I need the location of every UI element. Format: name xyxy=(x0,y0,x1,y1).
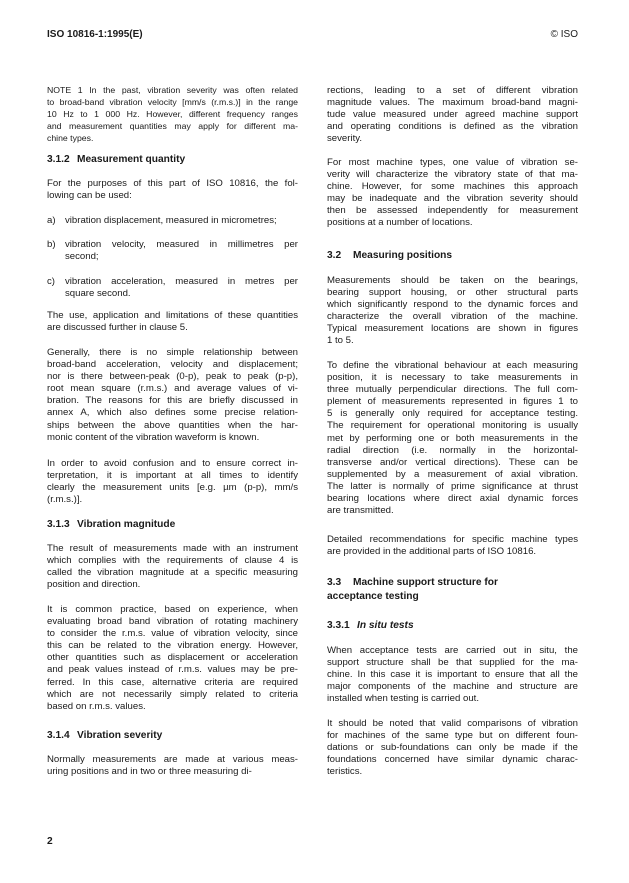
text-line: In order to avoid confusion and to ensure correct in- xyxy=(47,458,298,469)
section-number: 3.2 xyxy=(327,250,342,261)
text-line: which significantly respond to the dynamic forces and xyxy=(327,299,578,311)
text-line: 1 to 5. xyxy=(327,335,354,347)
text-line: ships between the above quantities when the har- xyxy=(47,419,298,431)
text-line: vibration velocity, measured in millimetres per xyxy=(65,239,298,250)
text-line: Typical measurement locations are shown in figures xyxy=(327,323,578,335)
paragraph xyxy=(47,347,298,444)
text-line: which complies with the requirements of clause 4 is xyxy=(47,555,298,567)
copyright-notice: © ISO xyxy=(550,29,578,40)
text-line: second; xyxy=(65,251,99,263)
text-line: For the purposes of this part of ISO 10816, the fol- xyxy=(47,178,298,189)
text-line: vibration displacement, measured in micrometres; xyxy=(65,215,277,226)
text-line: NOTE 1 In the past, vibration severity was often related xyxy=(47,85,298,95)
note-1 xyxy=(47,84,298,144)
text-line: met by performing one or both measurements in the xyxy=(327,432,578,444)
text-line: Detailed recommendations for specific machine types xyxy=(327,534,578,545)
text-line: then be assessed independently for measurement xyxy=(327,205,578,217)
heading-3-1-2 xyxy=(47,153,298,167)
list-item-a xyxy=(47,215,298,227)
text-line: installed when testing is carried out. xyxy=(327,693,479,705)
paragraph xyxy=(327,360,578,517)
text-line: lowing can be used: xyxy=(47,190,132,202)
section-title: Measurement quantity xyxy=(77,154,186,165)
paragraph xyxy=(327,85,578,145)
text-line: chine types. xyxy=(47,133,94,143)
text-line: monic content of the vibration waveform is known. xyxy=(47,431,260,443)
text-line: position, it is necessary to take measurements in xyxy=(327,372,578,384)
page-number: 2 xyxy=(47,836,53,847)
text-line: chine. In this case it is important to ensure that all the xyxy=(327,669,578,681)
section-title: In situ tests xyxy=(357,620,414,631)
text-line: characterize the overall vibration of the machine. xyxy=(327,311,578,323)
text-line: evaluating broad band vibration of rotating machinery xyxy=(47,616,298,628)
list-item-c xyxy=(47,276,298,300)
paragraph xyxy=(327,645,578,705)
section-number: 3.1.3 xyxy=(47,519,70,530)
text-line: and measurement quantities may apply for different ma- xyxy=(47,121,298,131)
text-line: plement of measurements represented in figures 1 to xyxy=(327,396,578,408)
text-line: verity will characterize the vibratory state of that ma- xyxy=(327,169,578,181)
section-number: 3.3.1 xyxy=(327,620,350,631)
text-line: called the vibration magnitude at a specific measuring xyxy=(47,567,298,579)
document-id: ISO 10816-1:1995(E) xyxy=(47,29,143,40)
paragraph xyxy=(47,458,298,506)
text-line: are provided in the additional parts of ISO 10816. xyxy=(327,546,537,558)
text-line: root mean square (r.m.s.) and average values of vi- xyxy=(47,383,298,395)
text-line: to broad-band vibration velocity [mm/s (r.m.s.)] in the range xyxy=(47,97,298,107)
section-number: 3.3 xyxy=(327,577,342,588)
paragraph xyxy=(47,178,298,202)
text-line: support structure shall be that supplied for the ma- xyxy=(327,657,578,669)
text-line: The use, application and limitations of these quantities xyxy=(47,310,298,321)
heading-3-1-4 xyxy=(47,729,298,743)
list-label: a) xyxy=(47,215,56,226)
paragraph xyxy=(327,157,578,230)
text-line: positions at a number of locations. xyxy=(327,217,473,229)
text-line: broad-band acceleration, velocity and displacement; xyxy=(47,359,298,371)
section-number: 3.1.2 xyxy=(47,154,70,165)
text-line: vibration acceleration, measured in metres per xyxy=(65,276,298,287)
list-label: b) xyxy=(47,239,56,250)
text-line: Measurements should be taken on the bearings, xyxy=(327,275,578,286)
section-title: Measuring positions xyxy=(353,250,453,261)
text-line: annex A, which also defines some precise relation- xyxy=(47,407,298,419)
paragraph xyxy=(327,718,578,778)
text-line: foundations concerned have similar dynamic charac- xyxy=(327,754,578,766)
paragraph xyxy=(327,534,578,558)
text-line: based on r.m.s. values. xyxy=(47,700,146,712)
section-title-cont: acceptance testing xyxy=(327,591,419,602)
text-line: severity. xyxy=(327,133,363,145)
text-line: tude value measured under agreed machine support xyxy=(327,109,578,121)
text-line: may be inadequate and the vibration severity should xyxy=(327,193,578,205)
text-line: Normally measurements are made at various meas- xyxy=(47,754,298,765)
text-line: transverse and/or vertical directions). These can be xyxy=(327,456,578,468)
heading-3-2 xyxy=(327,249,578,263)
text-line: 10 Hz to 1 000 Hz. However, different frequency ranges xyxy=(47,109,298,119)
text-line: teristics. xyxy=(327,766,363,778)
text-line: radial direction (i.e. normally in the horizontal- xyxy=(327,444,578,456)
paragraph xyxy=(47,604,298,713)
text-line: The latter is normally of prime significance at thrust xyxy=(327,480,578,492)
text-line: to consider the r.m.s. value of vibration velocity, since xyxy=(47,628,298,640)
text-line: other quantities such as displacement or acceleration xyxy=(47,652,298,664)
text-line: which are not necessarily simply related to criteria xyxy=(47,688,298,700)
section-title: Machine support structure for xyxy=(353,577,498,588)
text-line: square second. xyxy=(65,288,131,300)
heading-3-3 xyxy=(327,576,578,604)
text-line: position and direction. xyxy=(47,579,141,591)
text-line: supplemented by a measurement of axial vibration. xyxy=(327,468,578,480)
heading-3-3-1 xyxy=(327,619,578,633)
text-line: 5 is generally only required for acceptance testing. xyxy=(327,408,578,420)
text-line: uring positions and in two or three measuring di- xyxy=(47,766,252,778)
text-line: The requirement for operational monitoring is usually xyxy=(327,420,578,432)
list-text xyxy=(65,215,298,227)
text-line: bration. The reasons for this are briefly discussed in xyxy=(47,395,298,407)
text-line: are transmitted. xyxy=(327,505,394,517)
text-line: nor is there between-peak (0-p), peak to peak (p-p), xyxy=(47,371,298,383)
text-line: for machines of the same type but on different foun- xyxy=(327,730,578,742)
text-line: and operating conditions is defined as the vibration xyxy=(327,121,578,133)
text-line: magnitude values. The maximum broad-band magni- xyxy=(327,97,578,109)
section-title: Vibration magnitude xyxy=(77,519,176,530)
text-line: are discussed further in clause 5. xyxy=(47,322,188,334)
text-line: terpretation, it is important at all times to identify xyxy=(47,470,298,482)
text-line: rections, leading to a set of different vibration xyxy=(327,85,578,96)
text-line: The result of measurements made with an instrument xyxy=(47,543,298,554)
paragraph xyxy=(47,754,298,778)
paragraph xyxy=(327,275,578,348)
list-text xyxy=(65,276,298,300)
paragraph xyxy=(47,310,298,334)
list-item-b xyxy=(47,239,298,263)
heading-3-1-3 xyxy=(47,518,298,532)
text-line: It is common practice, based on experience, when xyxy=(47,604,298,615)
text-line: three mutually perpendicular directions. The full com- xyxy=(327,384,578,396)
text-line: Generally, there is no simple relationship between xyxy=(47,347,298,358)
list-text xyxy=(65,239,298,263)
text-line: When acceptance tests are carried out in situ, the xyxy=(327,645,578,656)
text-line: (r.m.s.)]. xyxy=(47,494,83,506)
text-line: chine. However, for some machines this approach xyxy=(327,181,578,193)
text-line: and peak values instead of r.m.s. values may be pre- xyxy=(47,664,298,676)
text-line: It should be noted that valid comparisons of vibration xyxy=(327,718,578,729)
text-line: clearly the measurement units [e.g. µm (p-p), mm/s xyxy=(47,482,298,494)
text-line: dations or sub-foundations can only be made if the xyxy=(327,742,578,754)
text-line: ferred. In this case, alternative criteria are required xyxy=(47,676,298,688)
section-number: 3.1.4 xyxy=(47,730,70,741)
paragraph xyxy=(47,543,298,591)
text-line: this can be related to the vibration energy. However, xyxy=(47,640,298,652)
text-line: To define the vibrational behaviour at each measuring xyxy=(327,360,578,371)
text-line: bearing locations where direct axial dynamic forces xyxy=(327,493,578,505)
text-line: major components of the machine and structure are xyxy=(327,681,578,693)
list-label: c) xyxy=(47,276,55,287)
text-line: For most machine types, one value of vibration se- xyxy=(327,157,578,168)
text-line: bearing support housing, or other structural parts xyxy=(327,287,578,299)
section-title: Vibration severity xyxy=(77,730,163,741)
